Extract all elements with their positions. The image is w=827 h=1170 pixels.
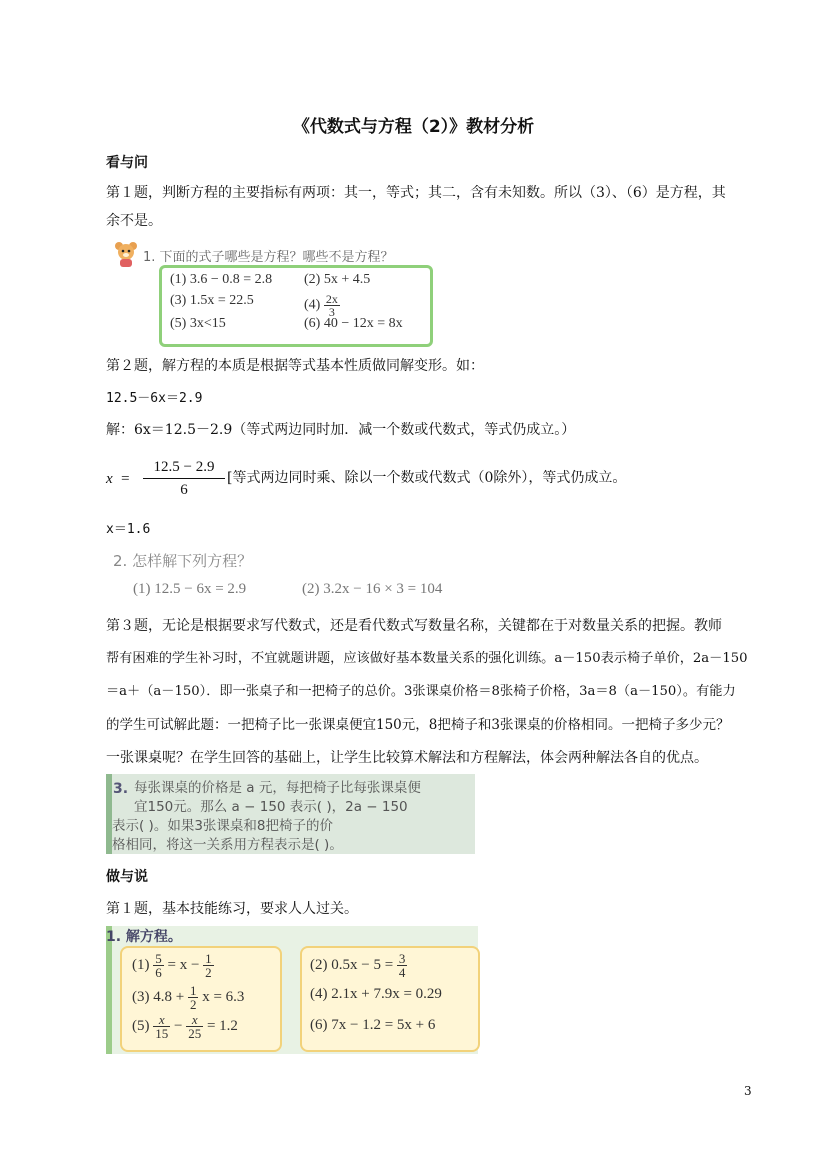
exercise-4-item-1-middle: = x − xyxy=(167,956,200,973)
exercise-1-item-3: (3) 1.5x = 22.5 xyxy=(170,293,254,308)
fraction-numerator: x xyxy=(186,1013,203,1027)
fraction-denominator: 6 xyxy=(155,965,162,980)
exercise-3-line-3: 表示( )。如果3张课桌和8把椅子的价 xyxy=(112,818,334,834)
fraction-denominator: 4 xyxy=(398,965,406,980)
exercise-3-line-4: 格相同，将这一关系用方程表示是( )。 xyxy=(112,837,343,853)
exercise-4-item-5-fraction-b xyxy=(186,1013,203,1040)
equation-x-label: x = xyxy=(106,471,131,487)
equation-line-4: x＝1.6 xyxy=(106,522,151,537)
section-heading-kan-yu-wen: 看与问 xyxy=(106,155,148,171)
equation-fraction-numerator: 12.5 − 2.9 xyxy=(143,459,225,479)
exercise-3-line-2: 宜150元。那么 a − 150 表示( )，2a − 150 xyxy=(134,799,408,815)
exercise-4-item-1-fraction-a xyxy=(153,952,164,979)
exercise-3-number: 3. xyxy=(113,781,129,797)
paragraph-1-line-1: 第１题，判断方程的主要指标有两项：其一，等式；其二，含有未知数。所以（3）、（6）是方程，其 xyxy=(106,185,726,201)
exercise-1-item-5: (5) 3x<15 xyxy=(170,316,226,331)
exercise-4-item-2 xyxy=(310,952,407,979)
page-number: 3 xyxy=(744,1084,752,1098)
equation-line-1: 12.5－6x＝2.9 xyxy=(106,391,203,406)
exercise-3-text xyxy=(112,779,421,855)
fraction-numerator: 2x xyxy=(325,292,338,306)
exercise-4-item-5-rest: = 1.2 xyxy=(206,1017,238,1034)
fraction-denominator: 2 xyxy=(189,997,197,1012)
exercise-1-item-4-label: (4) xyxy=(304,297,321,313)
fraction-denominator: 25 xyxy=(188,1026,202,1041)
exercise-4-item-5-fraction-a xyxy=(153,1013,170,1040)
section-heading-zuo-yu-shuo: 做与说 xyxy=(106,869,148,885)
exercise-4-item-4: (4) 2.1x + 7.9x = 0.29 xyxy=(310,986,442,1002)
exercise-2-prompt: 2. 怎样解下列方程？ xyxy=(113,552,253,570)
exercise-4-item-5-middle: − xyxy=(174,1017,183,1034)
exercise-4-item-1-label: (1) xyxy=(132,956,150,973)
paragraph-3-line-3: ＝a＋（a－150）．即一张桌子和一把椅子的总价。3张课桌价格＝8张椅子价格，3a＝8（a－150）。有能力 xyxy=(106,684,736,699)
paragraph-3-line-2: 帮有困难的学生补习时，不宜就题讲题，应该做好基本数量关系的强化训练。a－150表示椅子单价，2a－150 xyxy=(106,651,748,666)
exercise-1-item-2: (2) 5x + 4.5 xyxy=(304,272,371,287)
exercise-4-item-2-label: (2) 0.5x − 5 = xyxy=(310,956,394,973)
paragraph-3-line-5: 一张课桌呢？在学生回答的基础上，让学生比较算术解法和方程解法，体会两种解法各自的优点。 xyxy=(106,750,708,766)
exercise-2-item-2: (2) 3.2x − 16 × 3 = 104 xyxy=(302,581,443,597)
exercise-4-item-1 xyxy=(132,952,214,979)
exercise-4-item-5-label: (5) xyxy=(132,1017,150,1034)
exercise-4-item-6: (6) 7x − 1.2 = 5x + 6 xyxy=(310,1017,436,1033)
paragraph-3-line-1: 第３题，无论是根据要求写代数式，还是看代数式写数量名称，关键都在于对数量关系的把握。教师 xyxy=(106,618,722,634)
paragraph-3-line-4: 的学生可试解此题：一把椅子比一张课桌便宜150元，8把椅子和3张课桌的价格相同。一把椅子多少元？ xyxy=(106,717,730,733)
paragraph-1-line-2: 余不是。 xyxy=(106,213,162,229)
fraction-denominator: 2 xyxy=(205,965,212,980)
fraction-numerator: 1 xyxy=(189,983,197,998)
fraction-numerator: x xyxy=(153,1013,170,1027)
exercise-2-item-1: (1) 12.5 − 6x = 2.9 xyxy=(133,581,247,597)
fraction-denominator: 3 xyxy=(328,305,335,319)
exercise-1-item-4 xyxy=(304,293,340,318)
exercise-1-item-4-fraction xyxy=(324,293,340,318)
exercise-4-prompt: 1. 解方程。 xyxy=(106,929,182,945)
equation-line-3-note: [等式两边同时乘、除以一个数或代数式（0除外），等式仍成立。 xyxy=(227,470,627,486)
exercise-3-line-1: 每张课桌的价格是 a 元，每把椅子比每张课桌便 xyxy=(134,780,421,796)
exercise-4-item-5 xyxy=(132,1013,238,1040)
exercise-4-item-2-fraction xyxy=(397,952,408,979)
paragraph-4: 第１题，基本技能练习，要求人人过关。 xyxy=(106,901,358,917)
paragraph-2: 第２题，解方程的本质是根据等式基本性质做同解变形。如： xyxy=(106,358,484,374)
page-title: 《代数式与方程（2）》教材分析 xyxy=(292,117,535,137)
bear-mascot-icon xyxy=(113,240,139,268)
equation-fraction xyxy=(143,459,225,499)
exercise-1-item-6: (6) 40 − 12x = 8x xyxy=(304,316,403,331)
exercise-4-item-3-rest: x = 6.3 xyxy=(202,988,245,1005)
exercise-4-item-1-fraction-b xyxy=(203,952,214,979)
exercise-4-item-3-fraction xyxy=(188,984,199,1011)
fraction-numerator: 3 xyxy=(398,951,406,966)
equation-fraction-denominator: 6 xyxy=(180,482,188,498)
exercise-1-item-1: (1) 3.6 − 0.8 = 2.8 xyxy=(170,272,273,287)
fraction-numerator: 1 xyxy=(205,951,212,966)
exercise-4-item-3 xyxy=(132,984,244,1011)
exercise-1-prompt: 1. 下面的式子哪些是方程？哪些不是方程？ xyxy=(143,250,394,265)
fraction-numerator: 5 xyxy=(155,951,162,966)
equation-line-2: 解：6x＝12.5－2.9（等式两边同时加．减一个数或代数式，等式仍成立。） xyxy=(106,422,576,438)
exercise-4-item-3-label: (3) 4.8 + xyxy=(132,988,185,1005)
fraction-denominator: 15 xyxy=(155,1026,169,1041)
